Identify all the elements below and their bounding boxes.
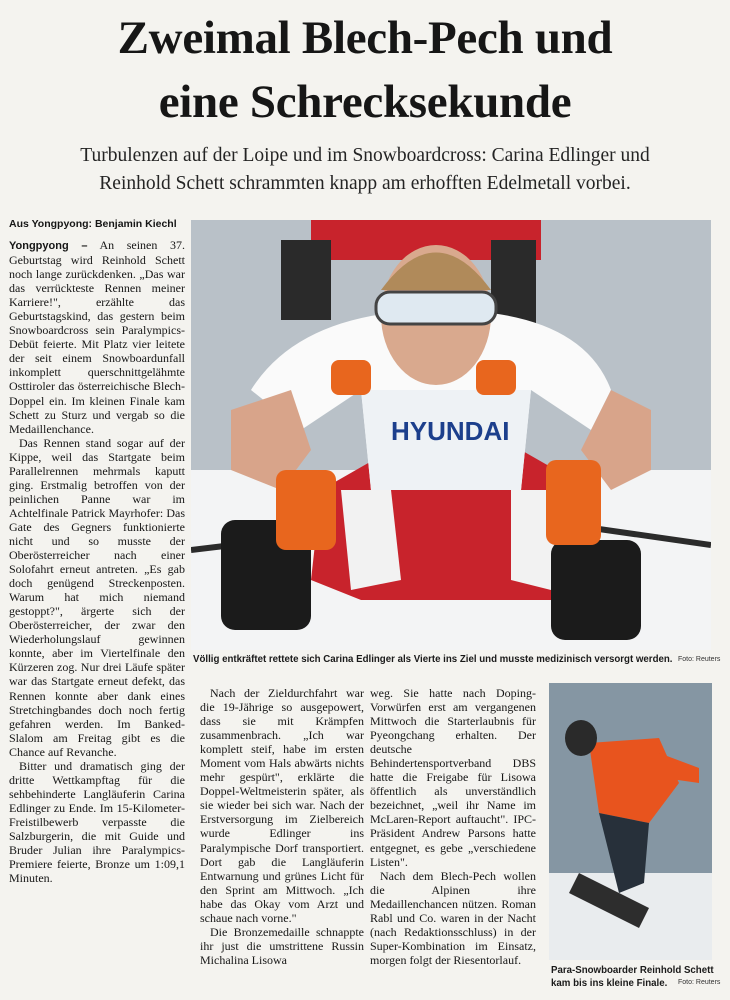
dateline: Yongpyong –: [9, 240, 88, 252]
snowboarder-helmet: [565, 720, 597, 756]
shoulder-glove-left: [331, 360, 371, 395]
subheadline-line-1: Turbulenzen auf der Loipe und im Snowboardcross: Carina Edlinger und: [80, 145, 650, 166]
subheadline-line-2: Reinhold Schett schrammten knapp am erhofften Edelmetall vorbei.: [99, 173, 631, 194]
side-photo: [549, 683, 712, 960]
shoulder-glove-right: [476, 360, 516, 395]
main-photo-caption: Völlig entkräftet rettete sich Carina Edlinger als Vierte ins Ziel und musste medizinisch versorgt werden.: [193, 654, 673, 665]
snowboarder-illustration: [549, 683, 712, 960]
side-photo-credit: Foto: Reuters: [678, 979, 721, 986]
article-column-1: [9, 238, 185, 1000]
paragraph-text: An seinen 37. Geburtstag wird Reinhold Schett noch lange zurückdenken. „Das war das verrückteste Rennen meiner Karriere!", erzählte das Geburtstagskind, das gestern beim Snowboardcross sein Paralympics-Debüt feierte. Mit Platz vier leitete der seit einem Snowboardunfall inkomplett querschnittgelähmte Osttiroler das österreichische Blech-Doppel ein. Im kleinen Finale kam Schett zu Sturz und vergab so die Medaillenchance.: [9, 238, 185, 436]
side-caption-line-2: kam bis ins kleine Finale.: [551, 978, 668, 989]
paragraph: Das Rennen stand sogar auf der Kippe, weil das Startgate beim Parallelrennen mehrmals kaputt ging. Erstmalig betroffen von der peinlichen Panne war im Achtelfinale Patrick Mayrhofer: Das Gate des Gegners funktionierte nicht und so musste der Oberösterreicher nach einer Solofahrt erneut antreten. „Es gab doch genügend Streckenposten. Warum hat mich niemand gestoppt?", ärgerte sich der Oberösterreicher, der zwar den Wiederholungslauf gewinnen konnte, aber im Viertelfinale den Kürzeren zog. Nur drei Läufe später war das Startgate erneut defekt, das Rennen konnte aber dank eines Stretchingbandes doch noch fertig gefahren werden. Im Banked-Slalom am Freitag gibt es die Chance auf Revanche.: [9, 435, 185, 759]
side-photo-caption: [551, 964, 714, 990]
paragraph: Nach der Zieldurchfahrt war die 19-Jährige so ausgepowert, dass sie mit Krämpfen zusammenbrach. „Ich war komplett steif, habe im ersten Moment vom Hals abwärts nichts mehr gespürt", erklärte die Doppel-Weltmeisterin später, als sie wieder bei sich war. Nach der Erstversorgung im Zielbereich wurde Edlinger ins Paralympische Dorf transportiert. Dort gab die Langläuferin Entwarnung und grünes Licht für den Sprint am Mittwoch. „Ich habe das Okay vom Arzt und schaue nach vorne.": [200, 686, 364, 925]
paragraph: [9, 238, 185, 436]
subheadline: [10, 142, 720, 198]
paragraph: Die Bronzemedaille schnappte ihr just die umstrittene Russin Michalina Lisowa: [200, 924, 364, 967]
ski-boot-right: [551, 540, 641, 640]
paragraph: Bitter und dramatisch ging der dritte Wettkampftag für die sehbehinderte Langläuferin Carina Edlinger zu Ende. Im 15-Kilometer-Freistilbewerb verpasste die Salzburgerin, die mit Guide und Bruder Julian ihre Paralympics-Premiere feierte, Bronze um 1:09,1 Minuten.: [9, 758, 185, 886]
byline: Aus Yongpyong: Benjamin Kiechl: [9, 218, 177, 230]
paragraph: weg. Sie hatte nach Doping-Vorwürfen erst am vergangenen Mittwoch die Starterlaubnis für Pyeongchang erhalten. Der deutsche Behindertensportverband DBS hatte die Freigabe für Lisowa öffentlich als unverständlich bezeichnet, „weil ihr Name im McLaren-Report auftaucht". IPC-Präsident Andrew Parsons hatte entgegnet, es gebe „verschiedene Listen".: [370, 686, 536, 869]
side-caption-line-1: Para-Snowboarder Reinhold Schett: [551, 965, 714, 976]
article-column-2: [200, 686, 364, 1000]
skier-illustration: [191, 220, 711, 650]
paragraph: Nach dem Blech-Pech wollen die Alpinen ihre Medaillenchancen nützen. Roman Rabl und Co. waren in der Nacht (nach Redaktionsschluss) in der Super-Kombination im Einsatz, morgen folgt der Riesentorlauf.: [370, 868, 536, 967]
headline: [0, 6, 730, 134]
suit-stripe-left: [341, 490, 401, 590]
ski-goggles: [376, 292, 496, 324]
glove-left: [276, 470, 336, 550]
bib-sponsor-text: HYUNDAI: [391, 416, 510, 446]
headline-line-1: Zweimal Blech-Pech und: [117, 12, 613, 64]
headline-line-2: eine Schrecksekunde: [158, 76, 572, 128]
guide-arm-left: [281, 240, 331, 320]
main-photo-credit: Foto: Reuters: [678, 656, 721, 663]
glove-right: [546, 460, 601, 545]
main-photo: [191, 220, 711, 650]
article-column-3: [370, 686, 536, 1000]
